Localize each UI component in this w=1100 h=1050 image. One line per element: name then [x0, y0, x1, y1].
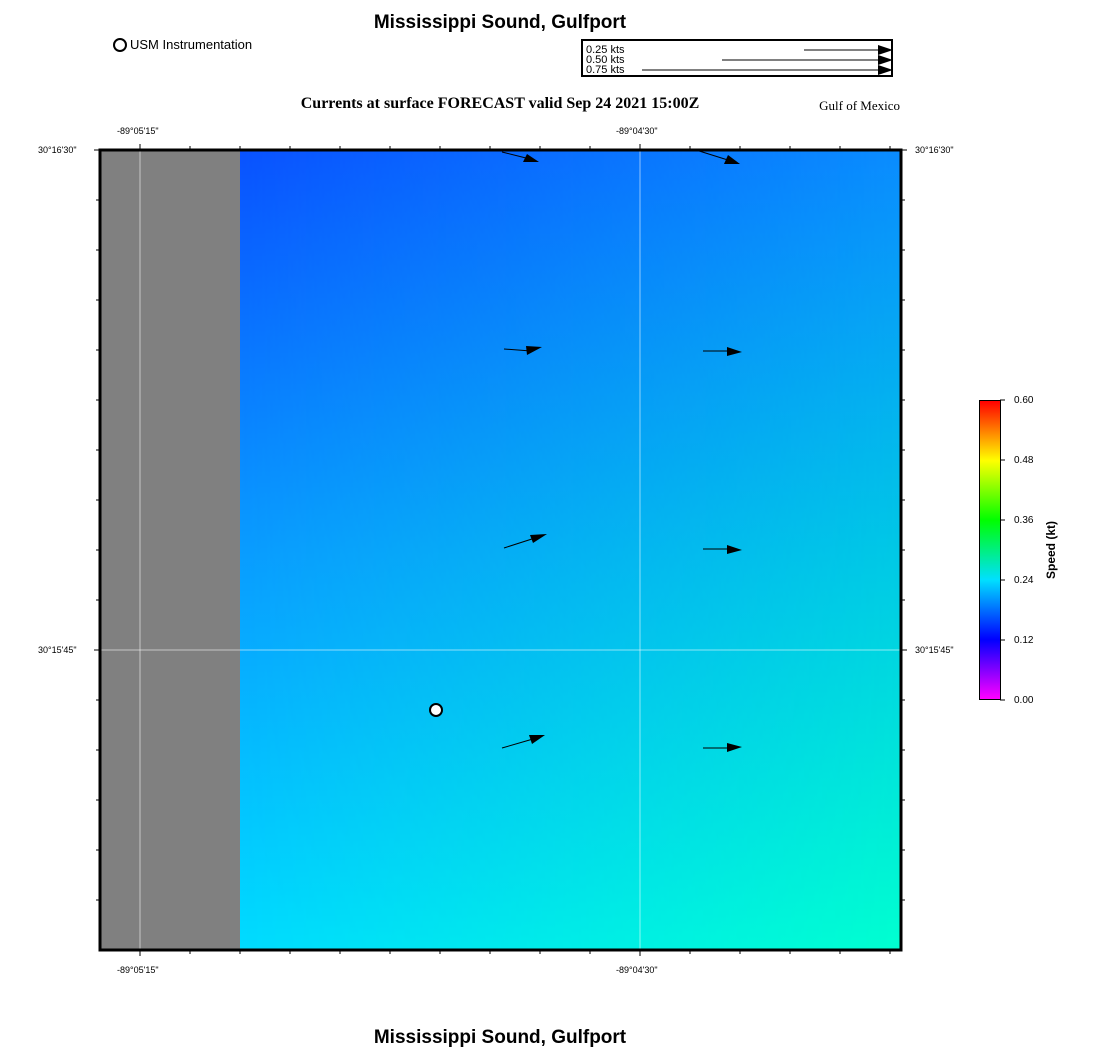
lon-label-top-left: -89°05'15" [117, 126, 159, 136]
colorbar-tick-label: 0.48 [1014, 455, 1034, 466]
colorbar-title: Speed (kt) [1044, 520, 1058, 580]
station-legend-label: USM Instrumentation [130, 37, 253, 52]
lat-label-right-mid: 30°15'45" [915, 645, 954, 655]
lon-label-bottom-left: -89°05'15" [117, 965, 159, 975]
forecast-subtitle: Currents at surface FORECAST valid Sep 24 2021 15:00Z [300, 95, 700, 112]
land-area [100, 150, 240, 950]
lat-label-left-top: 30°16'30" [38, 145, 77, 155]
lon-label-bottom-right: -89°04'30" [616, 965, 658, 975]
scale-label-025: 0.25 kts [586, 44, 625, 56]
colorbar-tick-label: 0.60 [1014, 395, 1034, 406]
colorbar-tick-label: 0.24 [1014, 575, 1034, 586]
lon-label-top-right: -89°04'30" [616, 126, 658, 136]
map-footer-title: Mississippi Sound, Gulfport [373, 1027, 627, 1048]
colorbar-tick-label: 0.12 [1014, 635, 1034, 646]
colorbar-ticks [1000, 398, 1012, 704]
colorbar-tick-label: 0.36 [1014, 515, 1034, 526]
usm-station-marker[interactable] [430, 704, 442, 716]
region-label: Gulf of Mexico [819, 98, 900, 113]
map-title: Mississippi Sound, Gulfport [373, 12, 627, 33]
lat-label-left-mid: 30°15'45" [38, 645, 77, 655]
colorbar-tick-label: 0.00 [1014, 695, 1034, 706]
scale-label-075: 0.75 kts [586, 64, 625, 76]
scale-label-050: 0.50 kts [586, 54, 625, 66]
lat-label-right-top: 30°16'30" [915, 145, 954, 155]
speed-colorbar [979, 400, 1001, 700]
